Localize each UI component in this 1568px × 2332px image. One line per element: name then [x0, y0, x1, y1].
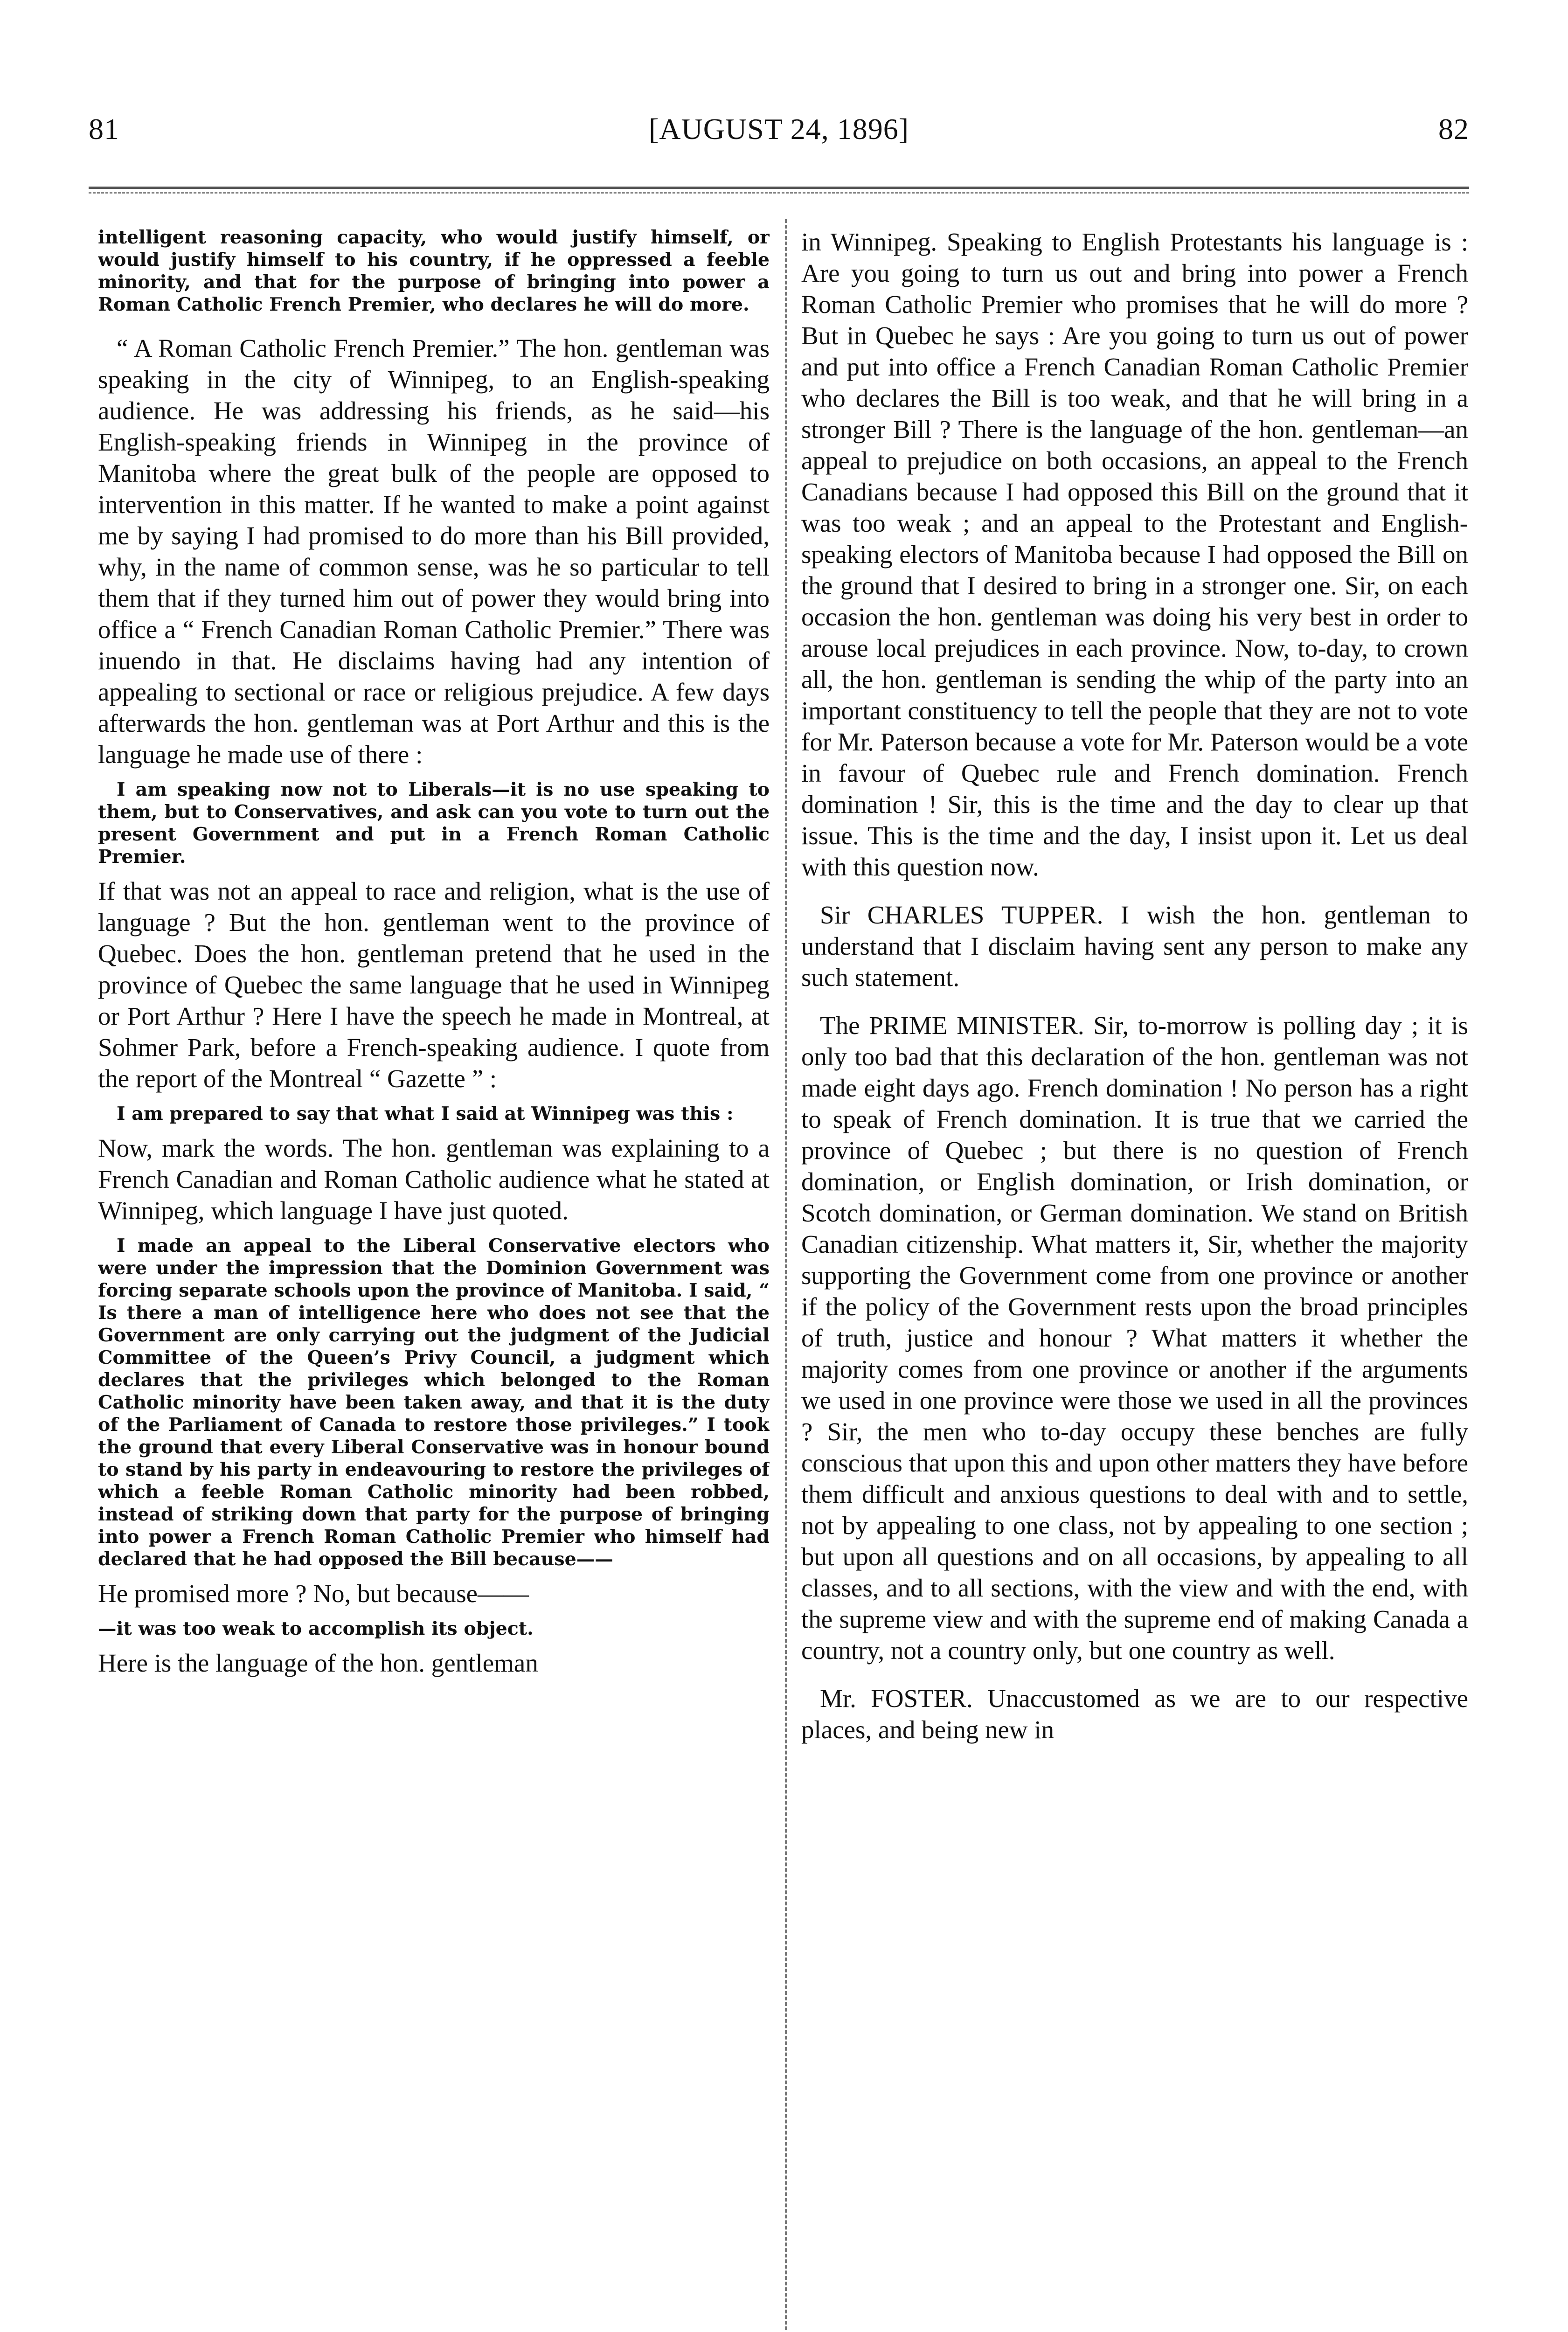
speech-paragraph: The PRIME MINISTER. Sir, to-morrow is polling day ; it is only too bad that this declaration of the hon. gentleman was not made eight days ago. French domination ! No person has a right to speak of French domination. It is true that we carried the province of Quebec ; but there is no question of French domination, or English domination, or Irish domination, or Scotch domination, or German domination. We stand on British Canadian citizenship. What matters it, Sir, whether the majority supporting the Government come from one province or another if the policy of the Government rests upon the broad principles of truth, justice and honour ? What matters it whether the majority comes from one province or another if the arguments we used in one province were those we used in all the provinces ? Sir, the men who to-day occupy these benches are fully conscious that upon this and upon other matters they have before them difficult and anxious questions to deal with and to settle, not by appealing to one class, not by appealing to one section ; but upon all questions and on all occasions, by appealing to all classes, and to all sections, with the view and with the end, with the supreme view and with the supreme end of making Canada a country, not a country only, but one country as well.	[801, 1011, 1468, 1665]
speech-paragraph: Mr. FOSTER. Unaccustomed as we are to our respective places, and being new in	[801, 1684, 1468, 1744]
quote-paragraph: I am prepared to say that what I said at Winnipeg was this :	[117, 1103, 734, 1124]
left-column	[98, 226, 770, 2332]
quote-paragraph: —it was too weak to accomplish its object.	[98, 1618, 534, 1639]
speech-paragraph: Here is the language of the hon. gentleman	[98, 1649, 538, 1677]
speech-paragraph: If that was not an appeal to race and religion, what is the use of language ? But the hon. gentleman went to the province of Quebec. Does the hon. gentleman pretend that he used in the province of Quebec the same language that he used in Winnipeg or Port Arthur ? Here I have the speech he made in Montreal, at Sohmer Park, before a French-speaking audience. I quote from the report of the Montreal “ Gazette ” :	[98, 877, 770, 1093]
header-rule	[89, 187, 1469, 189]
column-divider	[785, 219, 787, 2332]
page-number-left: 81	[89, 112, 119, 146]
page-number-right: 82	[1438, 112, 1469, 146]
right-column	[801, 226, 1468, 2332]
quote-paragraph: I made an appeal to the Liberal Conservative electors who were under the impression that the Dominion Government was forcing separate schools upon the province of Manitoba. I said, “ Is there a man of intelligence here who does not see that the Government are only carrying out the judgment of the Judicial Committee of the Queen’s Privy Council, a judgment which declares that the privileges which belonged to the Roman Catholic minority have been taken away, and that it is the duty of the Parliament of Canada to restore those privileges.” I took the ground that every Liberal Conservative was in honour bound to stand by his party in endeavouring to restore the privileges of which a feeble Roman Catholic minority had been robbed, instead of striking down that party for the purpose of bringing into power a French Roman Catholic Premier who himself had declared that he had opposed the Bill because——	[98, 1235, 770, 1570]
quote-paragraph: I am speaking now not to Liberals—it is no use speaking to them, but to Conservatives, and ask can you vote to turn out the present Government and put in a French Roman Catholic Premier.	[98, 779, 770, 868]
speech-paragraph: Sir CHARLES TUPPER. I wish the hon. gentleman to understand that I disclaim having sent any person to make any such statement.	[801, 901, 1468, 992]
speech-paragraph: He promised more ? No, but because——	[98, 1579, 529, 1608]
header-rule-dashed	[89, 192, 1469, 194]
quote-paragraph: intelligent reasoning capacity, who would justify himself, or would justify himself to his country, if he oppressed a feeble minority, and that for the purpose of bringing into power a Roman Catholic French Premier, who declares he will do more.	[98, 227, 770, 315]
page-header	[89, 98, 1469, 149]
speech-paragraph: in Winnipeg. Speaking to English Protestants his language is : Are you going to turn us out and bring into power a French Roman Catholic Premier who promises that he will do more ? But in Quebec he says : Are you going to turn us out of power and put into office a French Canadian Roman Catholic Premier who declares the Bill is too weak, and that he will bring in a stronger Bill ? There is the language of the hon. gentleman—an appeal to prejudice on both occasions, an appeal to the French Canadians because I had opposed this Bill on the ground that it was too weak ; and an appeal to the Protestant and English-speaking electors of Manitoba because I had opposed the Bill on the ground that I desired to bring in a stronger one. Sir, on each occasion the hon. gentleman was doing his very best in order to arouse local prejudices in each province. Now, to-day, to crown all, the hon. gentleman is sending the whip of the party into an important constituency to tell the people that they are not to vote for Mr. Paterson because a vote for Mr. Paterson would be a vote in favour of Quebec rule and French domination. French domination ! Sir, this is the time and the day to clear up that issue. This is the time and the day, I insist upon it. Let us deal with this question now.	[801, 228, 1468, 881]
speech-paragraph: Now, mark the words. The hon. gentleman was explaining to a French Canadian and Roman Catholic audience what he stated at Winnipeg, which language I have just quoted.	[98, 1134, 770, 1225]
speech-paragraph: “ A Roman Catholic French Premier.” The hon. gentleman was speaking in the city of Winnipeg, to an English-speaking audience. He was addressing his friends, as he said—his English-speaking friends in Winnipeg in the province of Manitoba where the great bulk of the people are opposed to intervention in this matter. If he wanted to make a point against me by saying I had promised to do more than his Bill provided, why, in the name of common sense, was he so particular to tell them that if they turned him out of power they would bring into office a “ French Canadian Roman Catholic Premier.” There was inuendo in that. He disclaims having had any intention of appealing to sectional or race or religious prejudice. A few days afterwards the hon. gentleman was at Port Arthur and this is the language he made use of there :	[98, 334, 770, 769]
page-date: [AUGUST 24, 1896]	[648, 112, 909, 146]
